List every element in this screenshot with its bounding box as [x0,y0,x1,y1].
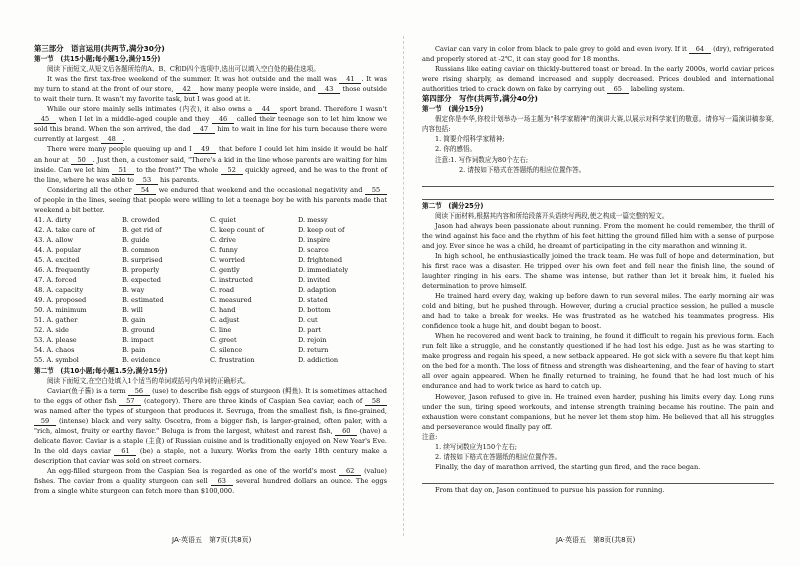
writing1-point-2: 2. 你的感悟。 [435,145,477,154]
blank-41[interactable]: 41 [339,75,361,84]
blank-60[interactable]: 60 [335,427,357,436]
option-choice[interactable]: C. instructed [210,276,253,285]
option-choice[interactable]: B. surprised [122,255,163,264]
option-choice[interactable]: 45. A. excited [34,255,80,264]
option-row [34,305,387,315]
cloze-paragraph-4: Considering all the other 54 we endured that weekend and the occasional negativity and 55 of people in the lines, seeing that people were willing to let a teenage boy be with his parents made that weekend a bit better. [34,185,387,214]
option-row [34,285,387,295]
option-choice[interactable]: 49. A. proposed [34,296,87,305]
option-choice[interactable]: C. frustration [210,356,255,365]
blank-45[interactable]: 45 [34,115,56,124]
option-choice[interactable]: 44. A. popular [34,245,82,254]
option-choice[interactable]: D. frightened [298,255,343,264]
option-choice[interactable]: C. adjust [210,316,240,325]
writing1-title: 第一节 (满分15分) [422,105,484,114]
option-choice[interactable]: B. estimated [122,296,164,305]
cloze-paragraph-1: It was the first tax-free weekend of the summer. It was hot outside and the mall was 41 . It was my turn to stand at the front of our store, 42 how many people were inside, and 43 those outside to wait their turn. It wasn't my favorite task, but I was good at it. [34,75,388,104]
blank-62[interactable]: 62 [339,467,361,476]
option-choice[interactable]: B. guide [122,235,150,244]
footer-page-7: JA·英语五 第7页(共8页) [172,536,252,544]
blank-63[interactable]: 63 [211,477,233,486]
blank-58[interactable]: 58 [365,397,387,406]
option-row [34,235,387,245]
option-choice[interactable]: C. road [210,286,235,295]
option-choice[interactable]: 46. A. frequently [34,266,90,275]
grammar-paragraph-2: An egg-filled sturgeon from the Caspian Sea is regarded as one of the world's most 62 (value) fishes. The caviar from a quality sturgeon can sell 63 several hundred dollars an ounce. The eggs from a single white sturgeon can fetch more than $100,000. [34,466,388,496]
blank-56[interactable]: 56 [128,387,150,396]
blank-51[interactable]: 51 [112,166,134,175]
writing2-instructions: 阅读下面材料,根据其内容和所给段落开头语续写两段,使之构成一篇完整的短文。 [435,211,669,220]
section2-instructions: 阅读下面短文,在空白处填入1个适当的单词或括号内单词的正确形式。 [47,376,250,385]
story-paragraph-3: He trained hard every day, waking up before dawn to run several miles. The early morning air was cold and biting, but he pushed through. However, during a crucial practice session, he pulled a muscle and had to take a break for weeks. He was frustrated as he watched his teammates progress. His confidence took a huge hit, and doubt began to boost. [422,292,774,331]
blank-52[interactable]: 52 [221,166,243,175]
option-choice[interactable]: 50. A. minimum [34,306,87,315]
blank-42[interactable]: 42 [176,85,198,94]
option-choice[interactable]: C. keep count of [210,225,265,234]
option-row [34,275,387,285]
option-choice[interactable]: B. pain [122,346,146,355]
option-choice[interactable]: C. silence [210,346,243,355]
option-choice[interactable]: B. common [122,245,160,254]
writing1-instructions: 假定你是李华,你校计划举办一场主题为"科学家精神"的演讲大赛,以展示对科学家们的敬意。请你写一篇演讲稿参赛,内容包括: [422,115,774,134]
option-choice[interactable]: 41. A. dirty [34,215,72,224]
option-choice[interactable]: D. immediately [298,266,349,275]
option-choice[interactable]: C. funny [210,245,238,254]
option-row [34,255,387,265]
option-choice[interactable]: D. scarce [298,245,329,254]
option-choice[interactable]: C. drive [210,235,236,244]
grammar-paragraph-3: Caviar can vary in color from black to pale grey to gold and even ivory. If it 64 (dry), refrigerated and properly stored at -2℃, it can stay good for 18 months. [422,45,774,64]
writing1-point-1: 1. 简要介绍科学家精神; [435,135,505,144]
blank-65[interactable]: 65 [607,85,629,94]
story-paragraph-2: In high school, he enthusiastically joined the track team. He was full of hope and determination, but his first race was a disaster. He tripped over his own feet and fell near the finish line, the sound of laughter ringing in his ears. The shame was intense, but rather than let it break him, it fueled his determination to prove himself. [422,251,774,290]
option-choice[interactable]: D. rejoin [298,336,327,345]
option-row [34,325,387,335]
option-row [34,215,387,225]
writing2-note: 注意: [422,432,438,441]
writing2-title: 第二节 (满分25分) [422,201,484,210]
option-row [34,295,387,305]
option-choice[interactable]: D. inspire [298,235,331,244]
blank-61[interactable]: 61 [114,447,136,456]
blank-46[interactable]: 46 [212,115,234,124]
option-choice[interactable]: B. ground [122,326,155,335]
blank-53[interactable]: 53 [136,176,158,185]
option-choice[interactable]: B. impact [122,336,154,345]
option-choice[interactable]: C. line [210,326,232,335]
part3-title: 第三部分 语言运用(共两节,满分30分) [34,44,165,53]
option-choice[interactable]: 55. A. symbol [34,356,79,365]
blank-49[interactable]: 49 [194,145,216,154]
option-choice[interactable]: D. stated [298,296,328,305]
option-choice[interactable]: C. gently [210,266,240,275]
section1-title: 第一节 (共15小题;每小题1分,满分15分) [34,55,161,64]
option-choice[interactable]: 48. A. capacity [34,286,84,295]
section2-title: 第二节 (共10小题;每小题1.5分,满分15分) [34,366,168,375]
writing-line[interactable] [422,472,774,484]
writing2-note-1: 1. 续写词数应为150个左右; [435,442,517,451]
option-choice[interactable]: D. keep out of [298,225,345,234]
option-choice[interactable]: B. properly [122,266,160,275]
blank-59[interactable]: 59 [34,417,56,426]
option-choice[interactable]: B. expected [122,276,161,285]
blank-55[interactable]: 55 [365,186,387,195]
writing-line[interactable] [422,175,774,187]
option-choice[interactable]: 51. A. gather [34,316,78,325]
answer-options [34,215,387,366]
left-column [34,44,387,496]
writing2-note-2: 2. 请按如下格式在答题纸的相应位置作答。 [435,452,562,461]
option-choice[interactable]: 54. A. chaos [34,346,75,355]
option-row [34,315,387,325]
right-column [422,44,774,495]
story-paragraph-4: When he recovered and went back to training, he found it difficult to regain his previous form. Each run felt like a struggle, and he constantly questioned if he had lost his edge. Just as he was starting to make progress and regain his speed, a new setback appeared. He got sick with a severe flu that kept him on the bed for a month. The loss of fitness and strength was disheartening, and the fear of having to start all over again appeared. When he finally returned to training, he found that he had lost much of his endurance and had to work twice as hard to catch up. [422,332,774,391]
blank-43[interactable]: 43 [318,85,340,94]
option-choice[interactable]: D. adaption [298,286,337,295]
option-choice[interactable]: C. measured [210,296,252,305]
blank-44[interactable]: 44 [255,105,277,114]
option-choice[interactable]: D. cut [298,316,318,325]
option-choice[interactable]: 47. A. forced [34,276,77,285]
story-paragraph-1: Jason had always been passionate about running. From the moment he could remember, the thrill of the wind against his face and the rhythm of his feet hitting the ground filled him with a sense of purpose and joy. Ever since he was a child, he dreamt of participating in the city marathon and winning it. [422,221,774,250]
option-row [34,345,387,355]
option-choice[interactable]: B. gain [122,316,146,325]
blank-48[interactable]: 48 [101,135,123,144]
grammar-paragraph-1: Caviar(鱼子酱) is a term 56 (use) to describe fish eggs of sturgeon (鲟鱼). It is sometimes attached to the eggs of other fish 57 (category). There are three kinds of Caspian Sea caviar, each of 58 was named after the types of sturgeon that produces it. Sevruga, from the smallest fish, is fine-grained, 59 (intense) black and very salty. Oscetra, from a bigger fish, is larger-grained, often paler, with a "rich, almost, fruity or earthy flavor." Beluga is from the largest, whitest and rarest fish, 60 (have) a delicate flavor. Caviar is a staple (主食) of Russian cuisine and is traditionally enjoyed on New Year's Eve. In the old days caviar 61 (be) a staple, not a luxury. Works from the early 18th century make a description that caviar was sold on street corners. [34,386,387,465]
option-choice[interactable]: D. part [298,326,322,335]
option-choice[interactable]: B. crowded [122,215,160,224]
section1-instructions: 阅读下面短文,从短文后各题所给的A、B、C和D四个选项中,选出可以填入空白处的最佳选项。 [47,65,320,74]
option-choice[interactable]: C. worried [210,255,245,264]
option-choice[interactable]: 43. A. allow [34,235,74,244]
option-choice[interactable]: B. get rid of [122,225,162,234]
blank-64[interactable]: 64 [689,45,711,54]
continuation-start-2: From that day on, Jason continued to pursue his passion for running. [435,485,665,494]
option-choice[interactable]: 53. A. please [34,336,77,345]
option-choice[interactable]: D. invited [298,276,330,285]
footer-page-8: JA·英语五 第8页(共8页) [556,536,636,544]
option-choice[interactable]: D. messy [298,215,328,224]
option-choice[interactable]: 42. A. take care of [34,225,95,234]
option-choice[interactable]: 52. A. side [34,326,69,335]
option-choice[interactable]: B. evidence [122,356,161,365]
writing1-note-1: 注意:1. 写作词数应为80个左右; [435,155,529,164]
option-choice[interactable]: D. addiction [298,356,339,365]
option-choice[interactable]: B. way [122,286,145,295]
column-divider [403,36,404,536]
option-choice[interactable]: C. quiet [210,215,236,224]
part4-title: 第四部分 写作(共两节,满分40分) [422,94,538,104]
blank-50[interactable]: 50 [71,156,93,165]
option-row [34,335,387,345]
cloze-paragraph-2: While our store mainly sells intimates (内衣), it also owns a 44 sport brand. Therefore I wasn't 45 when I let in a middle-aged couple and they 46 called their teenage son to let him know we sold this brand. When the son arrived, the dad 47 him to wait in line for his turn because there were currently at largest 48 . [34,105,387,144]
grammar-paragraph-4: Russians like eating caviar on thickly-buttered toast or bread. In the early 2000s, world caviar prices were rising sharply, as demand increased and supply decreased. Prices doubled and international authorities tried to crack down on fake by carrying out 65 labeling system. [422,65,774,94]
option-choice[interactable]: C. greet [210,336,237,345]
blank-57[interactable]: 57 [119,397,141,406]
option-row [34,355,387,365]
option-row [34,225,387,235]
cloze-paragraph-3: There were many people queuing up and I 49 that before I could let him inside it would be half an hour at 50 . Just then, a customer said, "There's a kid in the line whose parents are waiting for him inside. Can we let him 51 to the front?" The whole 52 quickly agreed, and he was to the front of the line, where he was able to 53 his parents. [34,145,388,184]
option-choice[interactable]: B. will [122,306,143,315]
option-choice[interactable]: D. return [298,346,329,355]
continuation-start-1: Finally, the day of marathon arrived, the starting gun fired, and the race began. [435,462,701,471]
blank-47[interactable]: 47 [193,125,215,134]
blank-54[interactable]: 54 [134,186,156,195]
option-row [34,265,387,275]
option-choice[interactable]: C. hand [210,306,236,315]
story-paragraph-5: However, Jason refused to give in. He trained even harder, pushing his limits every day. Long runs under the sun, tiring speed workouts, and intense strength training became his routine. The pain and exhaustion were constant companions, but he never let them stop him. He believed that all his struggles and perseverance would finally pay off. [422,392,774,431]
writing1-note-2: 2. 请按如下格式在答题纸的相应位置作答。 [459,165,586,174]
writing-line[interactable] [422,188,774,200]
option-choice[interactable]: D. bottom [298,306,331,315]
option-row [34,245,387,255]
